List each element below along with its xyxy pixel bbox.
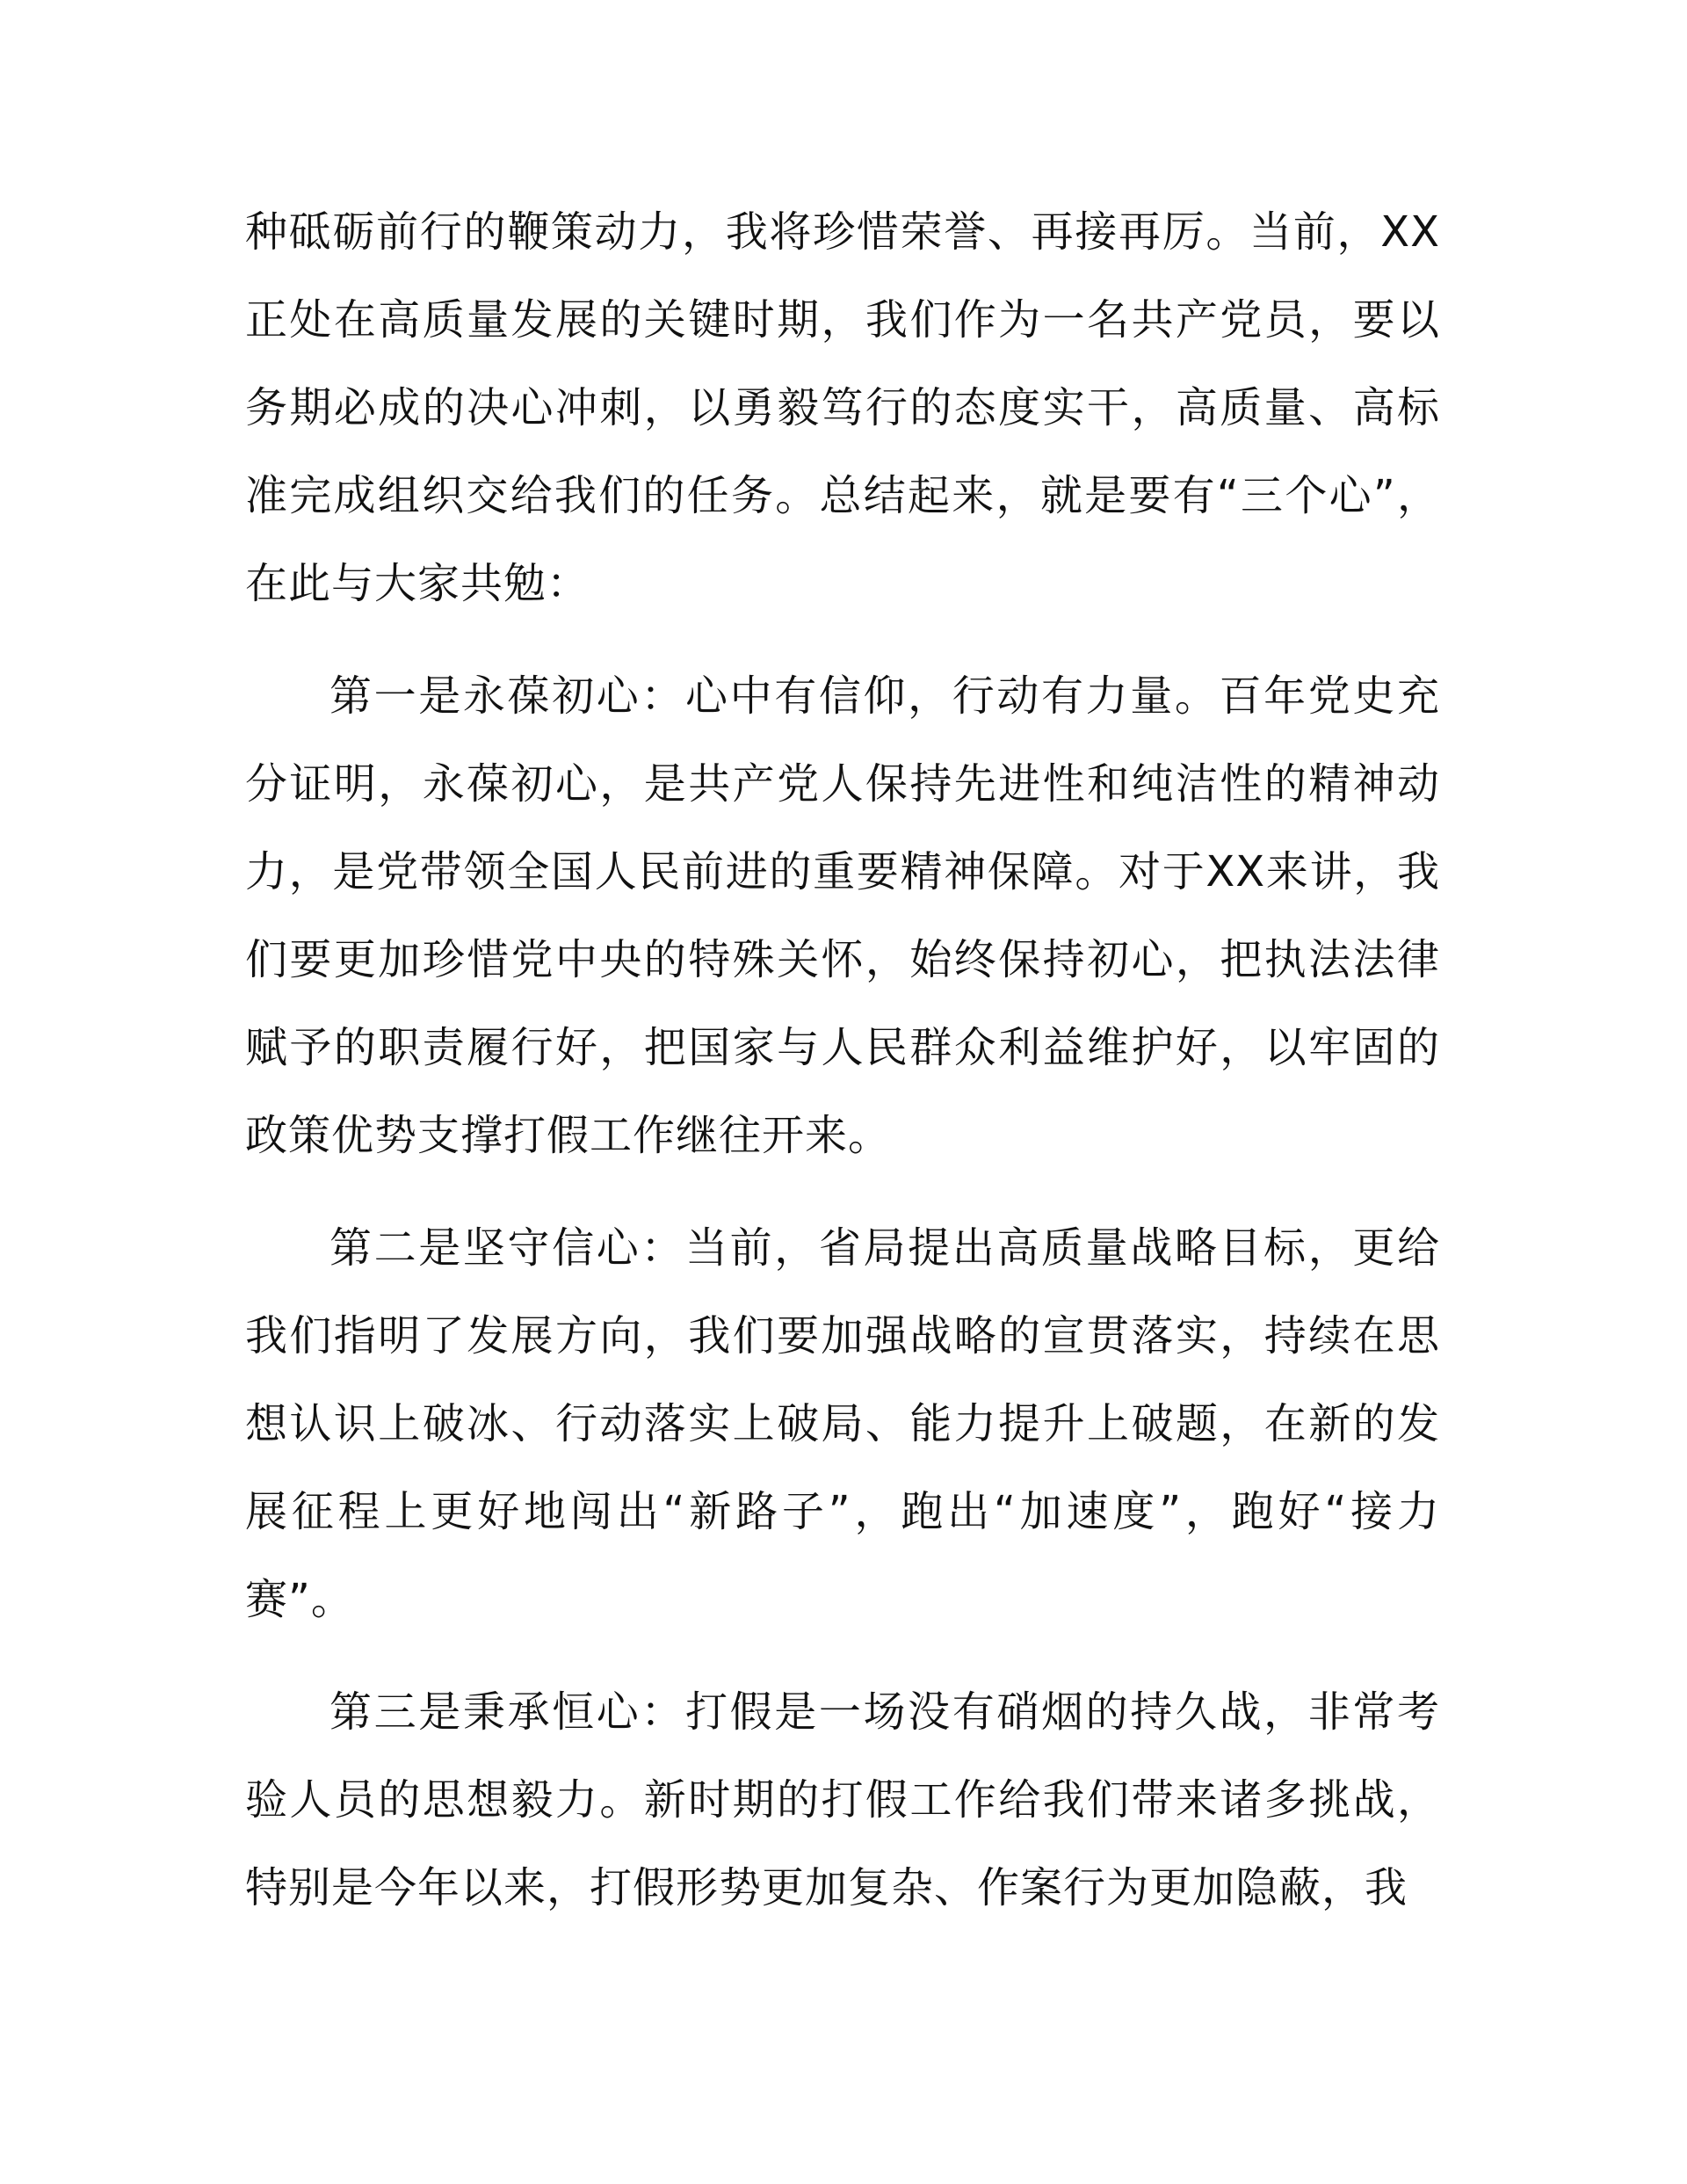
paragraph-third-heart: 第三是秉承恒心：打假是一场没有硝烟的持久战，非常考验人员的思想毅力。新时期的打假工作给我们带来诸多挑战，特别是今年以来，打假形势更加复杂、作案行为更加隐蔽，我: [245, 1687, 1440, 1912]
paragraph-continuation: 种砥砺前行的鞭策动力，我将珍惜荣誉、再接再厉。当前，XX正处在高质量发展的关键时期，我们作为一名共产党员，要以务期必成的决心冲刺，以勇毅笃行的态度实干，高质量、高标准完成组织交给我们的任务。总结起来，就是要有“三个心”，在此与大家共勉：: [245, 207, 1440, 608]
body-text: [245, 188, 1440, 1932]
paragraph-second-heart: 第二是坚守信心：当前，省局提出高质量战略目标，更给我们指明了发展方向，我们要加强战略的宣贯落实，持续在思想认识上破冰、行动落实上破局、能力提升上破题，在新的发展征程上更好地闯出“新路子”，跑出“加速度”，跑好“接力赛”。: [245, 1223, 1440, 1624]
paragraph-first-heart: 第一是永葆初心：心中有信仰，行动有力量。百年党史充分证明，永葆初心，是共产党人保持先进性和纯洁性的精神动力，是党带领全国人民前进的重要精神保障。对于XX来讲，我们要更加珍惜党中央的特殊关怀，始终保持初心，把执法法律赋予的职责履行好，把国家与人民群众利益维护好，以牢固的政策优势支撑打假工作继往开来。: [245, 671, 1440, 1160]
